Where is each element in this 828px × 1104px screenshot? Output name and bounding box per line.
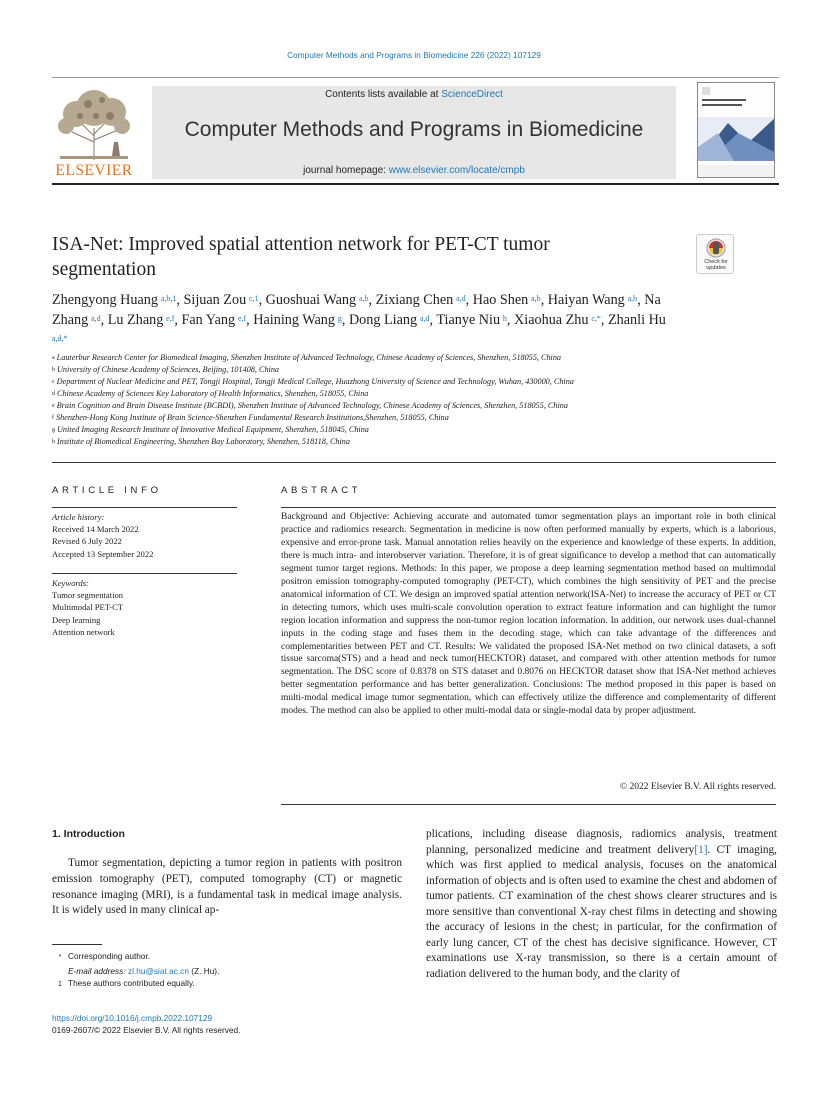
- author[interactable]: [436, 312, 507, 328]
- affiliation-item: [52, 412, 792, 424]
- revised-date: Revised 6 July 2022: [52, 536, 122, 547]
- affiliation-item: [52, 376, 792, 388]
- keyword-item: Tumor segmentation: [52, 590, 124, 601]
- author[interactable]: [52, 292, 176, 308]
- affiliation-tag: b: [52, 367, 55, 373]
- elsevier-logo[interactable]: [52, 86, 136, 180]
- author[interactable]: [266, 292, 369, 308]
- sciencedirect-link[interactable]: ScienceDirect: [441, 89, 503, 100]
- homepage-prefix: journal homepage:: [303, 165, 389, 176]
- journal-homepage-line: [152, 165, 676, 176]
- intro-right-column: [426, 827, 777, 982]
- author-affiliation-marks[interactable]: a,b: [531, 294, 541, 303]
- keywords-rule: [52, 573, 237, 574]
- affiliation-item: [52, 400, 792, 412]
- author[interactable]: [108, 312, 175, 328]
- journal-citation[interactable]: Computer Methods and Programs in Biomedicine 226 (2022) 107129: [287, 50, 541, 60]
- author-name: Zixiang Chen: [375, 292, 454, 308]
- author-name: Lu Zhang: [107, 312, 164, 328]
- intro-left-column: Tumor segmentation, depicting a tumor region in patients with positron emission tomography (PET), computed tomography (CT) or magnetic resonance imaging (MRI), is a fundamental task in medical image analysis. It is widely used in many clinical ap-: [52, 857, 402, 917]
- crossmark-icon: [697, 235, 735, 259]
- footnote-rule: [52, 944, 102, 945]
- author-affiliation-marks[interactable]: a,b,1: [160, 294, 177, 303]
- abstract-heading: ABSTRACT: [281, 485, 362, 496]
- elsevier-wordmark: ELSEVIER: [55, 162, 133, 179]
- author-affiliation-marks[interactable]: g: [337, 314, 342, 323]
- abstract-rule: [281, 507, 776, 508]
- affiliation-item: [52, 424, 792, 436]
- author-affiliation-marks[interactable]: h: [502, 314, 507, 323]
- author-affiliation-marks[interactable]: e,f: [166, 314, 175, 323]
- author-affiliation-marks[interactable]: a,b: [627, 294, 638, 303]
- journal-cover-thumbnail[interactable]: [697, 82, 775, 178]
- email-link[interactable]: zl.hu@siat.ac.cn: [127, 965, 189, 976]
- abstract-text: Background and Objective: Achieving accurate and automated tumor segmentation plays an important role in both clinical practice and radiomics research. Segmentation in medicine is now often performed manually by experts, which is a laborious, expensive and error-prone task. Manual annotation relies heavily on the experience and knowledge of these experts. In addition, there is much intra- and interobserver variation. Therefore, it is of great significance to develop a method that can automatically segment tumor target regions. Methods: In this paper, we propose a deep learning segmentation method based on multimodal positron emission tomography-computed tomography (PET-CT), which combines the high sensitivity of PET and the precise anatomical information of CT. We design an improved spatial attention network(ISA-Net) to increase the accuracy of PET or CT in detecting tumors, which uses multi-scale convolution operation to extract feature information and can highlight the tumor region location information and suppress the non-tumor region location information. In addition, our network uses dual-channel inputs in the coding stage and fuses them in the decoding stage, which can take advantage of the differences and complementarities between PET and CT. Results: We validated the proposed ISA-Net method on two clinical datasets, a soft tissue sarcoma(STS) and a head and neck tumor(HECKTOR) dataset, and compared with other attention methods for tumor segmentation. The DSC score of 0.8378 on STS dataset and 0.8076 on HECKTOR dataset show that ISA-Net method achieves better segmentation performance and has better generalization. Conclusions: The method proposed in this paper is based on multi-modal medical image tumor segmentation, which can effectively utilize the difference and complementarity of different modes. The method can also be applied to other multi-modal data or single-modal data by proper adjustment.: [281, 512, 776, 717]
- accepted-date: Accepted 13 September 2022: [52, 548, 154, 559]
- keyword-item: Multimodal PET-CT: [52, 602, 124, 613]
- affiliation-tag: h: [52, 439, 55, 445]
- cover-art-icon: [698, 83, 775, 178]
- issn-line: 0169-2607/© 2022 Elsevier B.V. All rights reserved.: [52, 1025, 241, 1035]
- author-affiliation-marks[interactable]: a,d: [456, 294, 466, 303]
- author-affiliation-marks[interactable]: c,*: [591, 314, 601, 323]
- affiliation-text: United Imaging Research Institute of Innovative Medical Equipment, Shenzhen, 518045, China: [57, 425, 369, 434]
- doi-link[interactable]: https://doi.org/10.1016/j.cmpb.2022.107129: [52, 1013, 213, 1023]
- author-name: Guoshuai Wang: [265, 292, 357, 308]
- author-affiliation-marks[interactable]: a,d: [419, 314, 430, 323]
- affiliation-tag: a: [52, 355, 55, 361]
- article-info-heading: ARTICLE INFO: [52, 485, 162, 496]
- author-name: Dong Liang: [348, 312, 418, 328]
- author[interactable]: [514, 312, 601, 328]
- author-name: Tianye Niu: [436, 312, 501, 328]
- affiliation-item: [52, 388, 792, 400]
- affiliation-list: [52, 352, 792, 448]
- keyword-item: Attention network: [52, 626, 115, 637]
- author-name: Fan Yang: [181, 312, 236, 328]
- badge-label: [697, 259, 735, 271]
- article-history: [52, 511, 237, 560]
- author-affiliation-marks[interactable]: a,d,*: [52, 334, 68, 343]
- author-list: Zhengyong Huang $^{a,b,1}$, Sijuan Zou $^{c,1}$, Guoshuai Wang $^{a,b}$, Zixiang Chen $^{a,d}$, Hao Shen $^{a,b}$, Haiyan Wang $^{a,b}$, Na Zhang $^{a,d}$, Lu Zhang $^{e,f}$, Fan Yang $^{e,f}$, Haining Wang $^g$, Dong Liang $^{a,d}$, Tianye Niu $^h$, Xiaohua Zhu $^{c,*}$, Zhanli Hu $^{a,d,*}$: [52, 290, 672, 350]
- affiliation-text: Shenzhen-Hong Kong Institute of Brain Science-Shenzhen Fundamental Research Institutions,Shenzhen, 518055, China: [56, 413, 449, 422]
- corresponding-text: Corresponding author.: [68, 951, 151, 961]
- author-name: Hao Shen: [472, 292, 529, 308]
- header-bottom-rule: [52, 183, 779, 185]
- equal-text: These authors contributed equally.: [68, 978, 195, 989]
- author[interactable]: [548, 292, 637, 308]
- affiliation-text: Chinese Academy of Sciences Key Laboratory of Health Informatics, Shenzhen, 518055, China: [57, 389, 369, 398]
- journal-title: Computer Methods and Programs in Biomedicine: [184, 118, 644, 141]
- author-affiliation-marks[interactable]: a,b: [358, 294, 369, 303]
- received-date: Received 14 March 2022: [52, 524, 139, 535]
- history-label: Article history:: [52, 512, 105, 522]
- footnote-mark: 1: [58, 981, 62, 989]
- keyword-item: Deep learning: [52, 614, 101, 625]
- affiliation-tag: e: [52, 403, 55, 409]
- elsevier-tree-icon: [52, 86, 136, 162]
- author-name: Zhengyong Huang: [52, 292, 158, 308]
- affiliation-item: [52, 352, 792, 364]
- affiliation-text: Department of Nuclear Medicine and PET, Tongji Hospital, Tongji Medical College, Huazhong University of Science and Technology, Wuhan, 430000, China: [56, 377, 574, 386]
- footnote-mark: *: [58, 954, 62, 961]
- homepage-link[interactable]: www.elsevier.com/locate/cmpb: [388, 165, 525, 176]
- footnotes: [52, 950, 402, 992]
- author-affiliation-marks[interactable]: c,1: [249, 294, 259, 303]
- author-name: Xiaohua Zhu: [514, 312, 589, 328]
- author-name: Haining Wang: [253, 312, 335, 328]
- affiliation-tag: d: [52, 391, 55, 397]
- contents-prefix: Contents lists available at: [325, 89, 442, 100]
- affiliation-tag: c: [52, 379, 55, 385]
- author-name: Haiyan Wang: [547, 292, 625, 308]
- affiliation-tag: g: [52, 427, 55, 433]
- introduction-heading: 1. Introduction: [52, 828, 125, 840]
- email-suffix: (Z. Hu).: [188, 965, 220, 976]
- affiliation-text: Institute of Biomedical Engineering, Shenzhen Bay Laboratory, Shenzhen, 518118, China: [57, 437, 350, 446]
- author-name: Zhanli Hu: [607, 312, 666, 328]
- article-info-rule: [52, 507, 237, 508]
- affiliation-text: Lauterbur Research Center for Biomedical Imaging, Shenzhen Institute of Advanced Technology, Chinese Academy of Sciences, Shenzhen, 518055, China: [56, 353, 562, 362]
- intro-text-part: . CT imaging, which was first applied to medical analysis, focuses on the anatomical information of objects and is often used to examine the chest and abdomen of tumor patients. CT examination of the chest shows clearer structures and is more sensitive than conventional X-ray chest films in detecting and showing the accuracy of lesions in the chest; in particular, for the confirmation of early lung cancer, CT of the chest has decisive significance. However, CT examinations use X-ray transmission, so there is a certain amount of radiation delivered to the human body, and the clarity of: [426, 843, 777, 980]
- abstract-copyright: © 2022 Elsevier B.V. All rights reserved.: [619, 782, 776, 792]
- author[interactable]: [184, 292, 259, 308]
- keywords: [52, 577, 237, 638]
- affiliation-text: Brain Cognition and Brain Disease Institute (BCBDI), Shenzhen Institute of Advanced Technology, Chinese Academy of Sciences, Shenzhen, 518055, China: [56, 401, 568, 410]
- badge-line2: updates: [706, 265, 726, 271]
- intro-text-part: plications, including disease diagnosis, radiomics analysis, treatment planning, personalized medicine and treatment delivery: [426, 828, 777, 856]
- reference-link[interactable]: [1]: [694, 843, 708, 856]
- affiliation-tag: f: [52, 415, 54, 421]
- author[interactable]: [253, 312, 342, 328]
- badge-line1: Check for: [704, 259, 728, 265]
- check-for-updates-badge[interactable]: [696, 234, 734, 274]
- email-label: E-mail address:: [68, 965, 126, 976]
- paper-title: ISA-Net: Improved spatial attention network for PET-CT tumor segmentation: [52, 234, 550, 280]
- affiliation-item: [52, 364, 792, 376]
- corresponding-footnote: [52, 950, 402, 965]
- affiliation-text: University of Chinese Academy of Sciences, Beijing, 101408, China: [57, 365, 280, 374]
- author[interactable]: [349, 312, 430, 328]
- keywords-label: Keywords:: [52, 578, 89, 588]
- header-top-rule: [52, 77, 779, 78]
- contents-line: [152, 89, 676, 100]
- author[interactable]: [181, 312, 246, 328]
- author-affiliation-marks[interactable]: e,f: [237, 314, 247, 323]
- abstract-bottom-rule: [281, 804, 776, 805]
- author-name: Sijuan Zou: [183, 292, 247, 308]
- email-footnote: [52, 965, 402, 978]
- author-name: Na Zhang: [52, 292, 661, 328]
- author-affiliation-marks[interactable]: a,d: [91, 314, 101, 323]
- section-rule: [52, 462, 776, 463]
- author[interactable]: [376, 292, 466, 308]
- equal-contribution-footnote: [52, 977, 402, 992]
- affiliation-item: [52, 436, 792, 448]
- author[interactable]: [473, 292, 541, 308]
